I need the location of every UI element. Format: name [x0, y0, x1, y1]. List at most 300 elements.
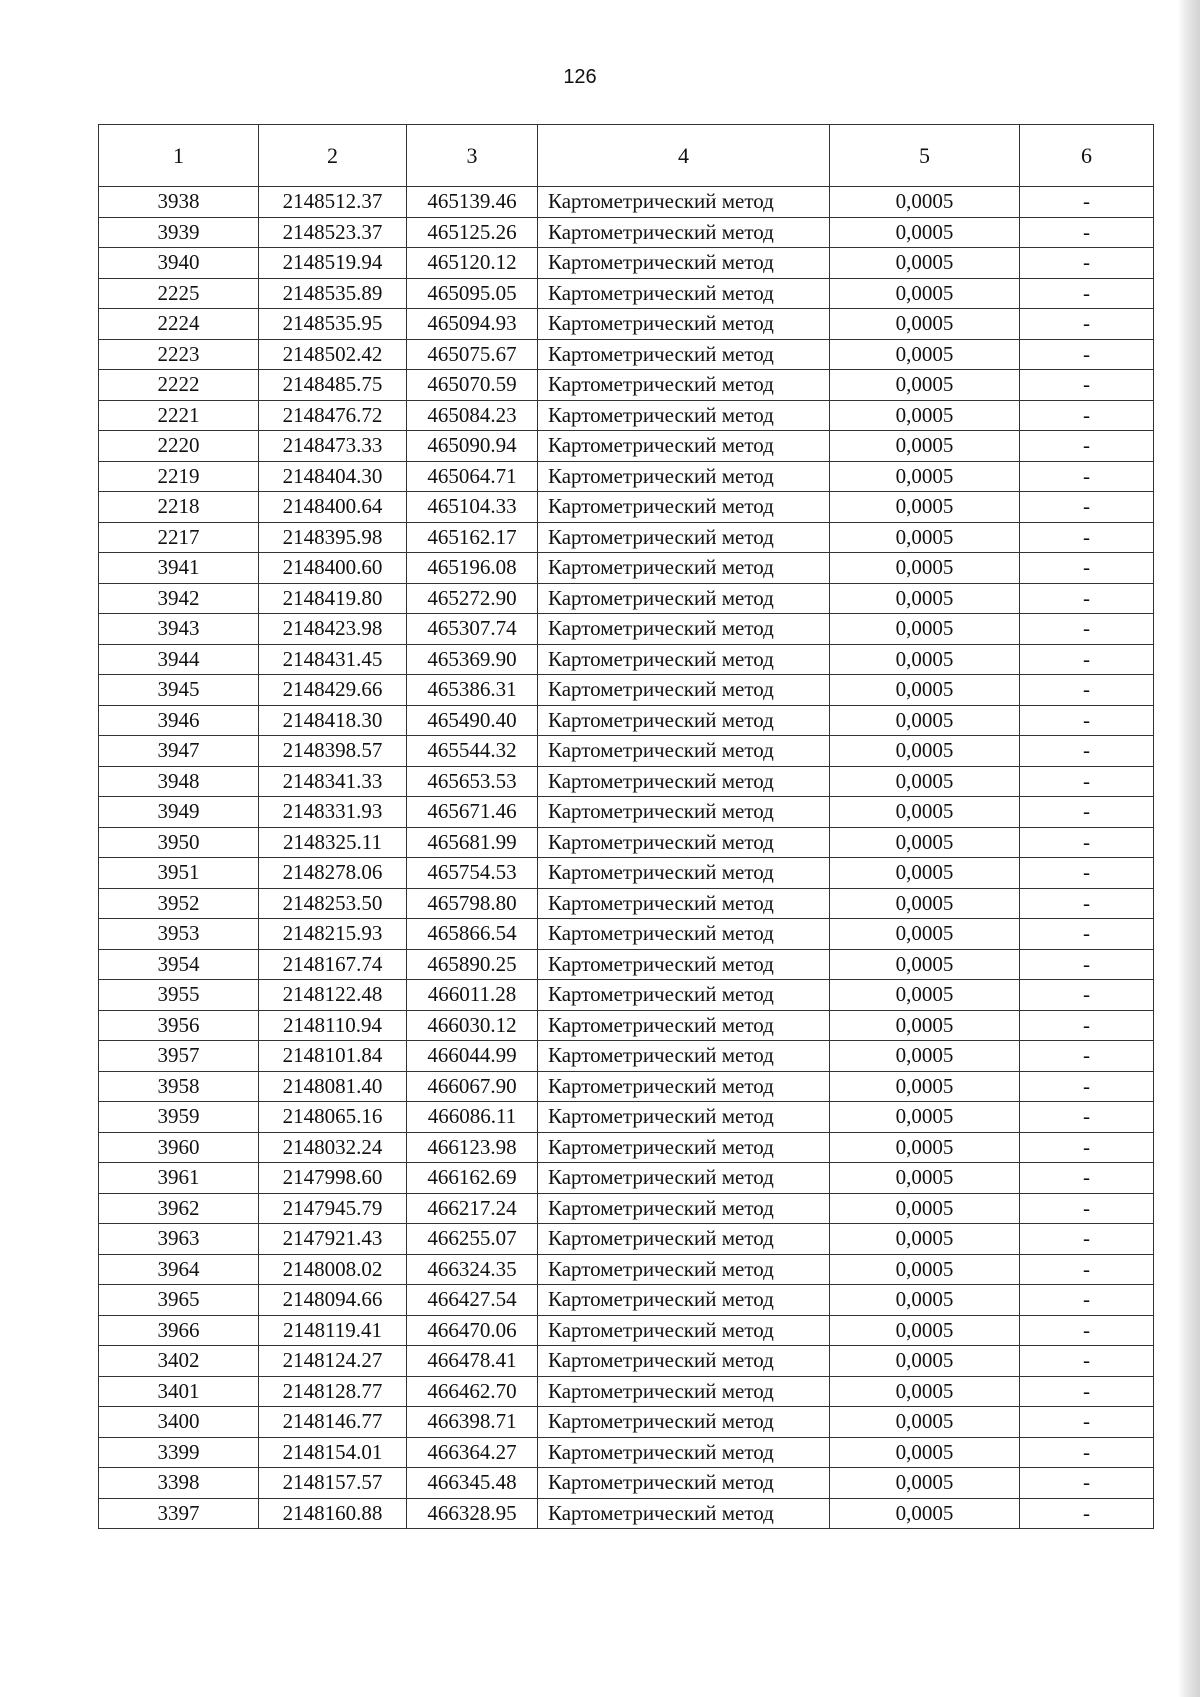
point-number-cell: 3958 [99, 1071, 259, 1102]
y-coordinate-cell: 465120.12 [407, 248, 538, 279]
table-row [99, 1437, 1154, 1468]
table-row [99, 705, 1154, 736]
description-cell: - [1020, 1315, 1154, 1346]
method-cell: Картометрический метод [538, 553, 830, 584]
point-number-cell: 2217 [99, 522, 259, 553]
x-coordinate-cell: 2148154.01 [259, 1437, 407, 1468]
point-number-cell: 3966 [99, 1315, 259, 1346]
description-cell: - [1020, 1102, 1154, 1133]
x-coordinate-cell: 2148431.45 [259, 644, 407, 675]
accuracy-cell: 0,0005 [830, 1346, 1020, 1377]
y-coordinate-cell: 465272.90 [407, 583, 538, 614]
accuracy-cell: 0,0005 [830, 339, 1020, 370]
x-coordinate-cell: 2148400.64 [259, 492, 407, 523]
accuracy-cell: 0,0005 [830, 1102, 1020, 1133]
accuracy-cell: 0,0005 [830, 949, 1020, 980]
table-row [99, 644, 1154, 675]
point-number-cell: 3946 [99, 705, 259, 736]
table-row [99, 736, 1154, 767]
point-number-cell: 3963 [99, 1224, 259, 1255]
method-cell: Картометрический метод [538, 1071, 830, 1102]
x-coordinate-cell: 2148519.94 [259, 248, 407, 279]
table-row [99, 583, 1154, 614]
point-number-cell: 3399 [99, 1437, 259, 1468]
method-cell: Картометрический метод [538, 858, 830, 889]
method-cell: Картометрический метод [538, 1224, 830, 1255]
table-row [99, 1193, 1154, 1224]
description-cell: - [1020, 1071, 1154, 1102]
description-cell: - [1020, 187, 1154, 218]
page-number: 126 [563, 66, 597, 88]
table-row [99, 400, 1154, 431]
y-coordinate-cell: 465653.53 [407, 766, 538, 797]
accuracy-cell: 0,0005 [830, 1071, 1020, 1102]
accuracy-cell: 0,0005 [830, 1041, 1020, 1072]
description-cell: - [1020, 1010, 1154, 1041]
method-cell: Картометрический метод [538, 522, 830, 553]
accuracy-cell: 0,0005 [830, 553, 1020, 584]
point-number-cell: 3948 [99, 766, 259, 797]
description-cell: - [1020, 248, 1154, 279]
y-coordinate-cell: 466328.95 [407, 1498, 538, 1529]
x-coordinate-cell: 2148429.66 [259, 675, 407, 706]
method-cell: Картометрический метод [538, 1132, 830, 1163]
y-coordinate-cell: 466364.27 [407, 1437, 538, 1468]
x-coordinate-cell: 2148523.37 [259, 217, 407, 248]
description-cell: - [1020, 766, 1154, 797]
point-number-cell: 3940 [99, 248, 259, 279]
table-row [99, 492, 1154, 523]
x-coordinate-cell: 2148485.75 [259, 370, 407, 401]
method-cell: Картометрический метод [538, 644, 830, 675]
x-coordinate-cell: 2148395.98 [259, 522, 407, 553]
y-coordinate-cell: 465798.80 [407, 888, 538, 919]
accuracy-cell: 0,0005 [830, 248, 1020, 279]
x-coordinate-cell: 2148081.40 [259, 1071, 407, 1102]
point-number-cell: 3397 [99, 1498, 259, 1529]
description-cell: - [1020, 1132, 1154, 1163]
y-coordinate-cell: 466470.06 [407, 1315, 538, 1346]
accuracy-cell: 0,0005 [830, 1254, 1020, 1285]
description-cell: - [1020, 1285, 1154, 1316]
y-coordinate-cell: 465094.93 [407, 309, 538, 340]
method-cell: Картометрический метод [538, 919, 830, 950]
accuracy-cell: 0,0005 [830, 858, 1020, 889]
table-row [99, 1224, 1154, 1255]
x-coordinate-cell: 2147921.43 [259, 1224, 407, 1255]
method-cell: Картометрический метод [538, 1437, 830, 1468]
y-coordinate-cell: 465307.74 [407, 614, 538, 645]
y-coordinate-cell: 465754.53 [407, 858, 538, 889]
x-coordinate-cell: 2148341.33 [259, 766, 407, 797]
description-cell: - [1020, 644, 1154, 675]
y-coordinate-cell: 466478.41 [407, 1346, 538, 1377]
y-coordinate-cell: 465866.54 [407, 919, 538, 950]
method-cell: Картометрический метод [538, 431, 830, 462]
description-cell: - [1020, 492, 1154, 523]
y-coordinate-cell: 466398.71 [407, 1407, 538, 1438]
method-cell: Картометрический метод [538, 1010, 830, 1041]
x-coordinate-cell: 2148124.27 [259, 1346, 407, 1377]
table-row [99, 919, 1154, 950]
point-number-cell: 3939 [99, 217, 259, 248]
description-cell: - [1020, 858, 1154, 889]
method-cell: Картометрический метод [538, 949, 830, 980]
y-coordinate-cell: 465890.25 [407, 949, 538, 980]
x-coordinate-cell: 2147998.60 [259, 1163, 407, 1194]
x-coordinate-cell: 2148065.16 [259, 1102, 407, 1133]
accuracy-cell: 0,0005 [830, 1193, 1020, 1224]
point-number-cell: 3964 [99, 1254, 259, 1285]
method-cell: Картометрический метод [538, 248, 830, 279]
method-cell: Картометрический метод [538, 705, 830, 736]
point-number-cell: 2219 [99, 461, 259, 492]
accuracy-cell: 0,0005 [830, 766, 1020, 797]
y-coordinate-cell: 465064.71 [407, 461, 538, 492]
point-number-cell: 3398 [99, 1468, 259, 1499]
point-number-cell: 2220 [99, 431, 259, 462]
accuracy-cell: 0,0005 [830, 888, 1020, 919]
method-cell: Картометрический метод [538, 1285, 830, 1316]
method-cell: Картометрический метод [538, 217, 830, 248]
y-coordinate-cell: 466255.07 [407, 1224, 538, 1255]
table-row [99, 980, 1154, 1011]
accuracy-cell: 0,0005 [830, 461, 1020, 492]
method-cell: Картометрический метод [538, 675, 830, 706]
method-cell: Картометрический метод [538, 888, 830, 919]
description-cell: - [1020, 705, 1154, 736]
x-coordinate-cell: 2148278.06 [259, 858, 407, 889]
description-cell: - [1020, 583, 1154, 614]
accuracy-cell: 0,0005 [830, 1132, 1020, 1163]
x-coordinate-cell: 2148423.98 [259, 614, 407, 645]
accuracy-cell: 0,0005 [830, 1163, 1020, 1194]
x-coordinate-cell: 2148160.88 [259, 1498, 407, 1529]
point-number-cell: 3938 [99, 187, 259, 218]
description-cell: - [1020, 400, 1154, 431]
description-cell: - [1020, 827, 1154, 858]
y-coordinate-cell: 465544.32 [407, 736, 538, 767]
point-number-cell: 3400 [99, 1407, 259, 1438]
point-number-cell: 3962 [99, 1193, 259, 1224]
accuracy-cell: 0,0005 [830, 492, 1020, 523]
y-coordinate-cell: 466086.11 [407, 1102, 538, 1133]
point-number-cell: 3960 [99, 1132, 259, 1163]
description-cell: - [1020, 339, 1154, 370]
description-cell: - [1020, 1254, 1154, 1285]
y-coordinate-cell: 465490.40 [407, 705, 538, 736]
point-number-cell: 3401 [99, 1376, 259, 1407]
y-coordinate-cell: 466162.69 [407, 1163, 538, 1194]
point-number-cell: 2224 [99, 309, 259, 340]
method-cell: Картометрический метод [538, 797, 830, 828]
column-header: 3 [407, 125, 538, 187]
accuracy-cell: 0,0005 [830, 736, 1020, 767]
point-number-cell: 2221 [99, 400, 259, 431]
accuracy-cell: 0,0005 [830, 644, 1020, 675]
method-cell: Картометрический метод [538, 400, 830, 431]
point-number-cell: 3947 [99, 736, 259, 767]
table-row [99, 1285, 1154, 1316]
table-row [99, 797, 1154, 828]
point-number-cell: 3961 [99, 1163, 259, 1194]
column-header: 6 [1020, 125, 1154, 187]
x-coordinate-cell: 2148110.94 [259, 1010, 407, 1041]
y-coordinate-cell: 465084.23 [407, 400, 538, 431]
coordinates-table [98, 124, 1154, 1529]
method-cell: Картометрический метод [538, 1315, 830, 1346]
table-row [99, 339, 1154, 370]
table-row [99, 309, 1154, 340]
y-coordinate-cell: 465369.90 [407, 644, 538, 675]
description-cell: - [1020, 919, 1154, 950]
point-number-cell: 3952 [99, 888, 259, 919]
x-coordinate-cell: 2148146.77 [259, 1407, 407, 1438]
description-cell: - [1020, 736, 1154, 767]
accuracy-cell: 0,0005 [830, 400, 1020, 431]
table-row [99, 1407, 1154, 1438]
y-coordinate-cell: 465671.46 [407, 797, 538, 828]
table-row [99, 827, 1154, 858]
y-coordinate-cell: 465075.67 [407, 339, 538, 370]
x-coordinate-cell: 2148502.42 [259, 339, 407, 370]
method-cell: Картометрический метод [538, 492, 830, 523]
accuracy-cell: 0,0005 [830, 522, 1020, 553]
table-row [99, 1163, 1154, 1194]
description-cell: - [1020, 1163, 1154, 1194]
method-cell: Картометрический метод [538, 461, 830, 492]
accuracy-cell: 0,0005 [830, 1285, 1020, 1316]
method-cell: Картометрический метод [538, 1346, 830, 1377]
y-coordinate-cell: 465090.94 [407, 431, 538, 462]
point-number-cell: 3955 [99, 980, 259, 1011]
accuracy-cell: 0,0005 [830, 827, 1020, 858]
description-cell: - [1020, 797, 1154, 828]
method-cell: Картометрический метод [538, 1376, 830, 1407]
description-cell: - [1020, 1376, 1154, 1407]
accuracy-cell: 0,0005 [830, 705, 1020, 736]
description-cell: - [1020, 461, 1154, 492]
description-cell: - [1020, 217, 1154, 248]
method-cell: Картометрический метод [538, 1102, 830, 1133]
x-coordinate-cell: 2148119.41 [259, 1315, 407, 1346]
method-cell: Картометрический метод [538, 614, 830, 645]
y-coordinate-cell: 465070.59 [407, 370, 538, 401]
description-cell: - [1020, 1041, 1154, 1072]
x-coordinate-cell: 2148101.84 [259, 1041, 407, 1072]
y-coordinate-cell: 465095.05 [407, 278, 538, 309]
y-coordinate-cell: 465386.31 [407, 675, 538, 706]
y-coordinate-cell: 466123.98 [407, 1132, 538, 1163]
method-cell: Картометрический метод [538, 1407, 830, 1438]
table-header [99, 125, 1154, 187]
x-coordinate-cell: 2148032.24 [259, 1132, 407, 1163]
accuracy-cell: 0,0005 [830, 309, 1020, 340]
x-coordinate-cell: 2148476.72 [259, 400, 407, 431]
method-cell: Картометрический метод [538, 1041, 830, 1072]
accuracy-cell: 0,0005 [830, 1468, 1020, 1499]
table-row [99, 431, 1154, 462]
description-cell: - [1020, 553, 1154, 584]
accuracy-cell: 0,0005 [830, 431, 1020, 462]
accuracy-cell: 0,0005 [830, 980, 1020, 1011]
accuracy-cell: 0,0005 [830, 1010, 1020, 1041]
column-header: 4 [538, 125, 830, 187]
method-cell: Картометрический метод [538, 766, 830, 797]
point-number-cell: 3943 [99, 614, 259, 645]
y-coordinate-cell: 465104.33 [407, 492, 538, 523]
description-cell: - [1020, 1224, 1154, 1255]
table-row [99, 949, 1154, 980]
table-row [99, 1346, 1154, 1377]
accuracy-cell: 0,0005 [830, 187, 1020, 218]
column-header: 5 [830, 125, 1020, 187]
point-number-cell: 3945 [99, 675, 259, 706]
table-row [99, 217, 1154, 248]
accuracy-cell: 0,0005 [830, 1437, 1020, 1468]
table-row [99, 370, 1154, 401]
y-coordinate-cell: 465196.08 [407, 553, 538, 584]
x-coordinate-cell: 2148418.30 [259, 705, 407, 736]
accuracy-cell: 0,0005 [830, 370, 1020, 401]
accuracy-cell: 0,0005 [830, 797, 1020, 828]
point-number-cell: 3957 [99, 1041, 259, 1072]
x-coordinate-cell: 2148400.60 [259, 553, 407, 584]
y-coordinate-cell: 466011.28 [407, 980, 538, 1011]
point-number-cell: 3956 [99, 1010, 259, 1041]
accuracy-cell: 0,0005 [830, 675, 1020, 706]
y-coordinate-cell: 466345.48 [407, 1468, 538, 1499]
table-row [99, 522, 1154, 553]
point-number-cell: 3944 [99, 644, 259, 675]
point-number-cell: 3402 [99, 1346, 259, 1377]
description-cell: - [1020, 1498, 1154, 1529]
method-cell: Картометрический метод [538, 980, 830, 1011]
y-coordinate-cell: 466427.54 [407, 1285, 538, 1316]
x-coordinate-cell: 2148128.77 [259, 1376, 407, 1407]
accuracy-cell: 0,0005 [830, 217, 1020, 248]
table-row [99, 858, 1154, 889]
method-cell: Картометрический метод [538, 1193, 830, 1224]
table-row [99, 1315, 1154, 1346]
table-row [99, 187, 1154, 218]
x-coordinate-cell: 2148404.30 [259, 461, 407, 492]
x-coordinate-cell: 2148008.02 [259, 1254, 407, 1285]
x-coordinate-cell: 2148331.93 [259, 797, 407, 828]
table-row [99, 1010, 1154, 1041]
description-cell: - [1020, 370, 1154, 401]
method-cell: Картометрический метод [538, 1254, 830, 1285]
table-row [99, 278, 1154, 309]
y-coordinate-cell: 465162.17 [407, 522, 538, 553]
accuracy-cell: 0,0005 [830, 1498, 1020, 1529]
y-coordinate-cell: 465125.26 [407, 217, 538, 248]
method-cell: Картометрический метод [538, 1163, 830, 1194]
point-number-cell: 3949 [99, 797, 259, 828]
accuracy-cell: 0,0005 [830, 1376, 1020, 1407]
accuracy-cell: 0,0005 [830, 919, 1020, 950]
method-cell: Картометрический метод [538, 339, 830, 370]
point-number-cell: 2225 [99, 278, 259, 309]
table-row [99, 1498, 1154, 1529]
method-cell: Картометрический метод [538, 736, 830, 767]
point-number-cell: 2218 [99, 492, 259, 523]
description-cell: - [1020, 614, 1154, 645]
y-coordinate-cell: 466067.90 [407, 1071, 538, 1102]
description-cell: - [1020, 1193, 1154, 1224]
y-coordinate-cell: 466030.12 [407, 1010, 538, 1041]
x-coordinate-cell: 2148253.50 [259, 888, 407, 919]
point-number-cell: 3950 [99, 827, 259, 858]
method-cell: Картометрический метод [538, 583, 830, 614]
method-cell: Картометрический метод [538, 1498, 830, 1529]
column-header: 2 [259, 125, 407, 187]
point-number-cell: 3951 [99, 858, 259, 889]
accuracy-cell: 0,0005 [830, 1224, 1020, 1255]
table-row [99, 675, 1154, 706]
description-cell: - [1020, 949, 1154, 980]
accuracy-cell: 0,0005 [830, 614, 1020, 645]
description-cell: - [1020, 522, 1154, 553]
table-row [99, 248, 1154, 279]
x-coordinate-cell: 2148398.57 [259, 736, 407, 767]
description-cell: - [1020, 888, 1154, 919]
table-row [99, 1102, 1154, 1133]
y-coordinate-cell: 466462.70 [407, 1376, 538, 1407]
y-coordinate-cell: 465139.46 [407, 187, 538, 218]
x-coordinate-cell: 2148473.33 [259, 431, 407, 462]
header-row [99, 125, 1154, 187]
method-cell: Картометрический метод [538, 370, 830, 401]
description-cell: - [1020, 431, 1154, 462]
description-cell: - [1020, 1346, 1154, 1377]
point-number-cell: 2222 [99, 370, 259, 401]
description-cell: - [1020, 980, 1154, 1011]
accuracy-cell: 0,0005 [830, 278, 1020, 309]
column-header: 1 [99, 125, 259, 187]
table-row [99, 1041, 1154, 1072]
x-coordinate-cell: 2148122.48 [259, 980, 407, 1011]
table-row [99, 1468, 1154, 1499]
y-coordinate-cell: 465681.99 [407, 827, 538, 858]
x-coordinate-cell: 2148535.89 [259, 278, 407, 309]
point-number-cell: 3953 [99, 919, 259, 950]
x-coordinate-cell: 2148419.80 [259, 583, 407, 614]
accuracy-cell: 0,0005 [830, 583, 1020, 614]
point-number-cell: 3965 [99, 1285, 259, 1316]
table-row [99, 1071, 1154, 1102]
y-coordinate-cell: 466324.35 [407, 1254, 538, 1285]
point-number-cell: 2223 [99, 339, 259, 370]
point-number-cell: 3941 [99, 553, 259, 584]
x-coordinate-cell: 2148157.57 [259, 1468, 407, 1499]
table-row [99, 888, 1154, 919]
accuracy-cell: 0,0005 [830, 1315, 1020, 1346]
accuracy-cell: 0,0005 [830, 1407, 1020, 1438]
description-cell: - [1020, 278, 1154, 309]
table-row [99, 461, 1154, 492]
method-cell: Картометрический метод [538, 309, 830, 340]
x-coordinate-cell: 2148167.74 [259, 949, 407, 980]
method-cell: Картометрический метод [538, 278, 830, 309]
table-row [99, 553, 1154, 584]
table-body [99, 187, 1154, 1529]
x-coordinate-cell: 2148535.95 [259, 309, 407, 340]
description-cell: - [1020, 1468, 1154, 1499]
point-number-cell: 3959 [99, 1102, 259, 1133]
x-coordinate-cell: 2148325.11 [259, 827, 407, 858]
method-cell: Картометрический метод [538, 827, 830, 858]
